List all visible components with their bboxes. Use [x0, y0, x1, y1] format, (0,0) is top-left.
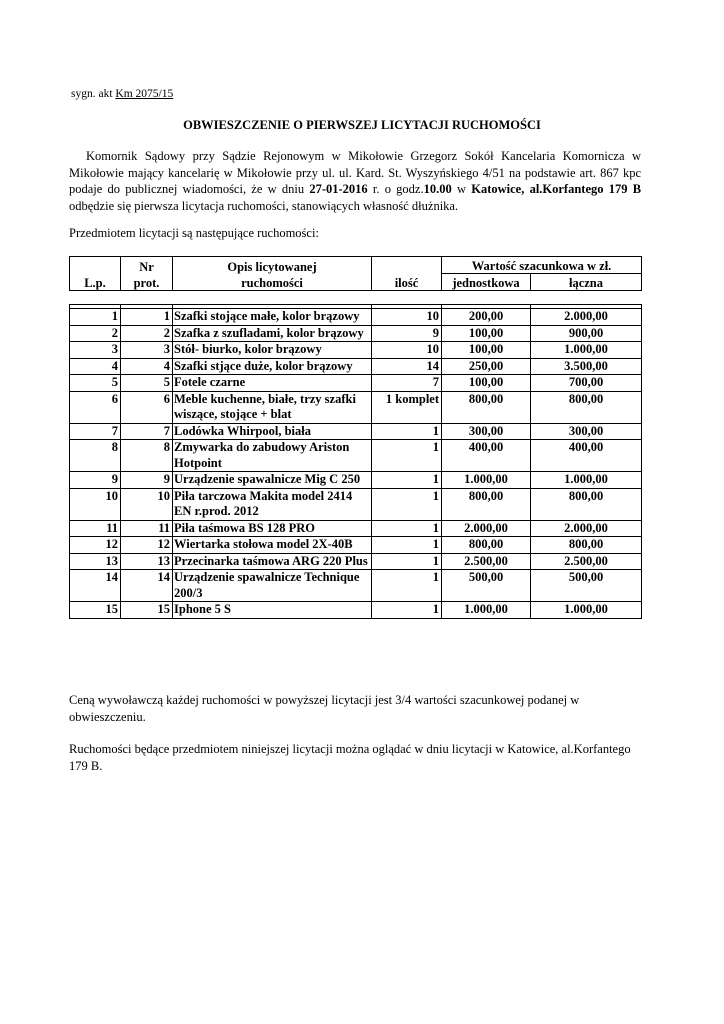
row-protocol-no: 1 — [121, 309, 173, 326]
row-unit-value: 500,00 — [442, 570, 531, 602]
table-row — [70, 423, 642, 440]
row-protocol-no: 14 — [121, 570, 173, 602]
header-nr-line2: prot. — [121, 274, 173, 291]
row-unit-value: 2.000,00 — [442, 520, 531, 537]
row-quantity: 1 — [372, 423, 442, 440]
row-protocol-no: 10 — [121, 488, 173, 520]
row-unit-value: 400,00 — [442, 440, 531, 472]
header-value-group: Wartość szacunkowa w zł. — [442, 257, 642, 274]
row-quantity: 1 — [372, 472, 442, 489]
row-unit-value: 100,00 — [442, 375, 531, 392]
row-lp: 13 — [70, 553, 121, 570]
row-lp: 4 — [70, 358, 121, 375]
header-lp: L.p. — [70, 274, 121, 291]
row-description: Zmywarka do zabudowy Ariston Hotpoint — [173, 440, 372, 472]
table-row — [70, 309, 642, 326]
row-quantity: 14 — [372, 358, 442, 375]
row-unit-value: 200,00 — [442, 309, 531, 326]
starting-price-note: Ceną wywoławczą każdej ruchomości w powyższej licytacji jest 3/4 wartości szacunkowej podanej w obwieszczeniu. — [69, 693, 580, 724]
header-qty-top — [372, 257, 442, 274]
row-total-value: 2.500,00 — [531, 553, 642, 570]
row-description: Stół- biurko, kolor brązowy — [173, 342, 372, 359]
table-row — [70, 391, 642, 423]
row-total-value: 500,00 — [531, 570, 642, 602]
row-description: Wiertarka stołowa model 2X-40B — [173, 537, 372, 554]
table-row — [70, 570, 642, 602]
row-protocol-no: 2 — [121, 325, 173, 342]
row-unit-value: 2.500,00 — [442, 553, 531, 570]
table-row — [70, 602, 642, 619]
row-description: Szafka z szufladami, kolor brązowy — [173, 325, 372, 342]
row-description: Fotele czarne — [173, 375, 372, 392]
row-quantity: 1 — [372, 440, 442, 472]
table-row — [70, 358, 642, 375]
auction-time: 10.00 — [423, 182, 452, 196]
header-lp-top — [70, 257, 121, 274]
document-title: OBWIESZCZENIE O PIERWSZEJ LICYTACJI RUCHOMOŚCI — [183, 118, 541, 132]
row-unit-value: 100,00 — [442, 325, 531, 342]
row-unit-value: 800,00 — [442, 391, 531, 423]
table-row — [70, 325, 642, 342]
row-protocol-no: 13 — [121, 553, 173, 570]
table-row — [70, 342, 642, 359]
row-protocol-no: 12 — [121, 537, 173, 554]
auction-date: 27-01-2016 — [309, 182, 368, 196]
items-table-body — [70, 305, 642, 619]
row-lp: 6 — [70, 391, 121, 423]
row-description: Piła taśmowa BS 128 PRO — [173, 520, 372, 537]
row-protocol-no: 9 — [121, 472, 173, 489]
row-total-value: 1.000,00 — [531, 472, 642, 489]
viewing-note: Ruchomości będące przedmiotem niniejszej licytacji można oglądać w dniu licytacji w Katowice, al.Korfantego 179 B. — [69, 742, 631, 773]
intro-text-1: Komornik Sądowy przy Sądzie Rejonowym w Mikołowie Grzegorz Sokół Kancelaria Komornicza w Mikołowie mający kancelarię w Mikołowie przy ul. ul. Kard. St. Wyszyńskiego 4/51 na podstawie art. 867 kpc podaje do publicznej wiadomości, że w dniu — [69, 149, 641, 196]
row-protocol-no: 3 — [121, 342, 173, 359]
row-description: Szafki stojące małe, kolor brązowy — [173, 309, 372, 326]
row-total-value: 400,00 — [531, 440, 642, 472]
row-quantity: 1 — [372, 520, 442, 537]
row-description: Urządzenie spawalnicze Technique 200/3 — [173, 570, 372, 602]
row-total-value: 2.000,00 — [531, 520, 642, 537]
row-quantity: 1 — [372, 488, 442, 520]
row-total-value: 800,00 — [531, 391, 642, 423]
row-unit-value: 800,00 — [442, 488, 531, 520]
row-unit-value: 1.000,00 — [442, 602, 531, 619]
row-description: Urządzenie spawalnicze Mig C 250 — [173, 472, 372, 489]
row-quantity: 1 — [372, 602, 442, 619]
row-lp: 11 — [70, 520, 121, 537]
table-row — [70, 553, 642, 570]
row-total-value: 900,00 — [531, 325, 642, 342]
header-nr-line1: Nr — [121, 257, 173, 274]
row-quantity: 10 — [372, 342, 442, 359]
row-quantity: 9 — [372, 325, 442, 342]
row-total-value: 1.000,00 — [531, 602, 642, 619]
table-row — [70, 440, 642, 472]
header-qty: ilość — [372, 274, 442, 291]
row-lp: 3 — [70, 342, 121, 359]
row-total-value: 800,00 — [531, 537, 642, 554]
row-protocol-no: 6 — [121, 391, 173, 423]
row-lp: 7 — [70, 423, 121, 440]
row-lp: 15 — [70, 602, 121, 619]
auction-place: Katowice, al.Korfantego 179 B — [471, 182, 642, 196]
row-total-value: 2.000,00 — [531, 309, 642, 326]
row-protocol-no: 15 — [121, 602, 173, 619]
row-total-value: 800,00 — [531, 488, 642, 520]
row-quantity: 1 — [372, 553, 442, 570]
row-lp: 10 — [70, 488, 121, 520]
table-row — [70, 537, 642, 554]
case-reference-prefix: sygn. akt — [71, 88, 113, 100]
row-unit-value: 300,00 — [442, 423, 531, 440]
row-protocol-no: 11 — [121, 520, 173, 537]
table-header — [69, 256, 642, 291]
row-protocol-no: 8 — [121, 440, 173, 472]
row-description: Meble kuchenne, białe, trzy szafki wiszące, stojące + blat — [173, 391, 372, 423]
row-unit-value: 800,00 — [442, 537, 531, 554]
header-desc-line2: ruchomości — [173, 274, 372, 291]
row-unit-value: 100,00 — [442, 342, 531, 359]
table-row — [70, 472, 642, 489]
row-lp: 1 — [70, 309, 121, 326]
row-protocol-no: 4 — [121, 358, 173, 375]
table-row — [70, 520, 642, 537]
row-lp: 14 — [70, 570, 121, 602]
row-protocol-no: 7 — [121, 423, 173, 440]
row-description: Iphone 5 S — [173, 602, 372, 619]
row-lp: 9 — [70, 472, 121, 489]
row-total-value: 300,00 — [531, 423, 642, 440]
intro-paragraph — [69, 148, 641, 214]
row-quantity: 1 — [372, 537, 442, 554]
row-description: Szafki stjące duże, kolor brązowy — [173, 358, 372, 375]
items-lead: Przedmiotem licytacji są następujące ruchomości: — [69, 226, 319, 240]
row-lp: 2 — [70, 325, 121, 342]
row-quantity: 1 komplet — [372, 391, 442, 423]
items-table — [69, 304, 642, 619]
row-lp: 5 — [70, 375, 121, 392]
row-lp: 8 — [70, 440, 121, 472]
row-quantity: 7 — [372, 375, 442, 392]
case-reference — [71, 88, 173, 100]
header-total-value: łączna — [531, 274, 642, 291]
intro-text-3: w — [456, 182, 466, 196]
header-desc-line1: Opis licytowanej — [173, 257, 372, 274]
row-unit-value: 250,00 — [442, 358, 531, 375]
row-total-value: 1.000,00 — [531, 342, 642, 359]
intro-text-2: r. o godz. — [372, 182, 424, 196]
table-row — [70, 488, 642, 520]
header-unit-value: jednostkowa — [442, 274, 531, 291]
row-unit-value: 1.000,00 — [442, 472, 531, 489]
row-quantity: 10 — [372, 309, 442, 326]
row-lp: 12 — [70, 537, 121, 554]
row-protocol-no: 5 — [121, 375, 173, 392]
row-total-value: 700,00 — [531, 375, 642, 392]
row-total-value: 3.500,00 — [531, 358, 642, 375]
row-quantity: 1 — [372, 570, 442, 602]
row-description: Piła tarczowa Makita model 2414 EN r.prod. 2012 — [173, 488, 372, 520]
case-number: Km 2075/15 — [115, 88, 174, 100]
intro-text-4: odbędzie się pierwsza licytacja ruchomości, stanowiących własność dłużnika. — [69, 198, 459, 213]
row-description: Lodówka Whirpool, biała — [173, 423, 372, 440]
row-description: Przecinarka taśmowa ARG 220 Plus — [173, 553, 372, 570]
table-row — [70, 375, 642, 392]
